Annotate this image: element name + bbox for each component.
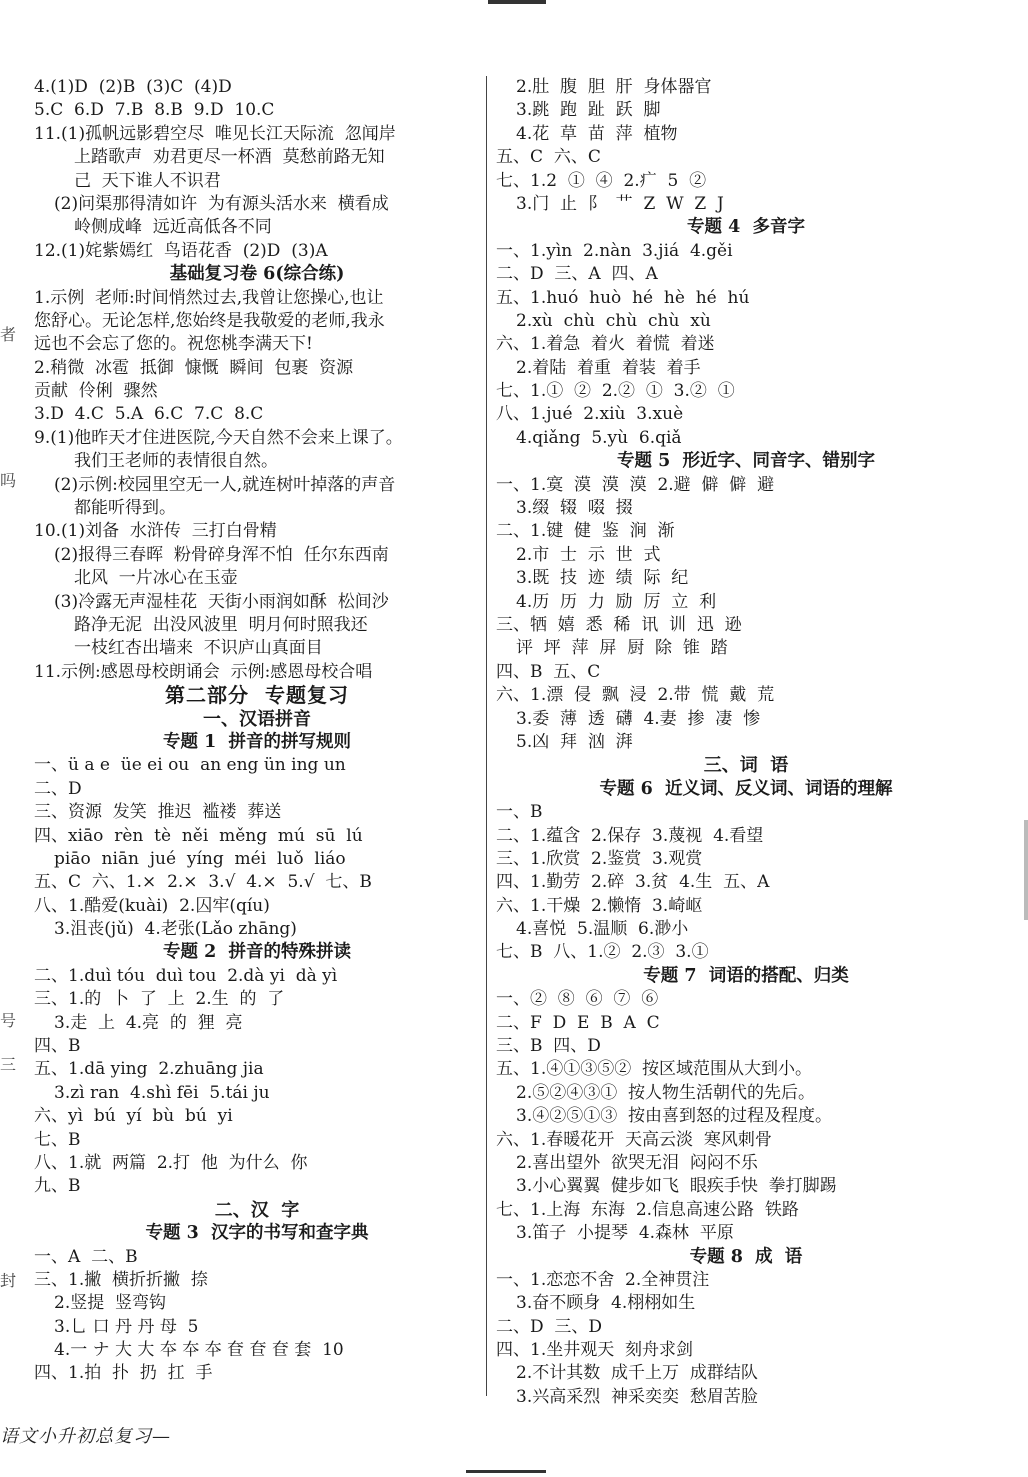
answer-line: 3.奋不顾身 4.栩栩如生 <box>516 1293 696 1314</box>
answer-line: 二、D 三、A 四、A <box>496 264 658 285</box>
answer-line: 八、1.酷爱(kuài) 2.囚牢(qíu) <box>34 895 270 916</box>
answer-line: 2.竖提 竖弯钩 <box>54 1293 167 1314</box>
answer-line: 四、1.拍 扑 扔 扛 手 <box>34 1363 213 1384</box>
section-heading: 三、词 语 <box>703 755 789 777</box>
margin-char: 三 <box>0 1055 17 1074</box>
answer-line: 二、D <box>34 778 82 799</box>
answer-line: 上踏歌声 劝君更尽一杯酒 莫愁前路无知 <box>74 147 385 168</box>
column-divider <box>486 76 487 1396</box>
answer-line: 2.稍微 冰雹 抵御 慷慨 瞬间 包裹 资源 <box>34 357 354 378</box>
answer-line: 四、1.坐井观天 刻舟求剑 <box>496 1340 694 1361</box>
answer-line: 二、D 三、D <box>496 1316 603 1337</box>
answer-line: 七、B 八、1.② 2.③ 3.① <box>496 942 709 963</box>
answer-line: 五、1.dā ying 2.zhuāng jia <box>34 1059 264 1080</box>
section-heading: 专题 8 成 语 <box>689 1246 803 1267</box>
answer-line: 一、B <box>496 802 543 823</box>
answer-line: (2)报得三春晖 粉骨碎身浑不怕 任尔东西南 <box>54 544 389 565</box>
answer-line: 一、② ⑧ ⑥ ⑦ ⑥ <box>496 989 659 1010</box>
answer-line: 3.缀 辍 啜 掇 <box>516 498 633 519</box>
answer-line: 远也不会忘了您的。祝您桃李满天下! <box>34 334 313 355</box>
answer-line: 北风 一片冰心在玉壶 <box>74 568 238 589</box>
margin-char: 吗 <box>0 471 17 490</box>
answer-line: 2.不计其数 成千上万 成群结队 <box>516 1363 758 1384</box>
answer-line: 一枝红杏出墙来 不识庐山真面目 <box>74 638 323 659</box>
answer-line: 四、1.勤劳 2.碎 3.贫 4.生 五、A <box>496 872 770 893</box>
answer-line: 2.xù chù chù chù xù <box>516 310 711 331</box>
answer-line: 路净无泥 出没风波里 明月何时照我还 <box>74 614 368 635</box>
answer-line: 三、牺 嬉 悉 稀 讯 训 迅 逊 <box>496 614 742 635</box>
answer-line: 五、1.④①③⑤② 按区域范围从大到小。 <box>496 1059 813 1080</box>
answer-line: 12.(1)姹紫嫣红 鸟语花香 (2)D (3)A <box>34 240 328 261</box>
answer-line: piāo niān jué yíng méi luǒ liáo <box>54 848 346 869</box>
answer-line: 2.喜出望外 欲哭无泪 闷闷不乐 <box>516 1152 758 1173</box>
answer-line: 一、1.yìn 2.nàn 3.jiá 4.gěi <box>496 240 733 261</box>
answer-line: 评 坪 萍 屏 厨 除 锥 踏 <box>516 638 728 659</box>
section-heading: 专题 5 形近字、同音字、错别字 <box>617 451 875 472</box>
answer-line: 都能听得到。 <box>74 498 176 519</box>
answer-line: 七、1.① ② 2.② ① 3.② ① <box>496 381 735 402</box>
answer-line: 4.历 历 力 励 厉 立 利 <box>516 591 717 612</box>
answer-line: 我们王老师的表情很自然。 <box>74 451 278 472</box>
answer-line: 您舒心。无论怎样,您始终是我敬爱的老师,我永 <box>34 310 385 331</box>
answer-line: 3.zì ran 4.shì fēi 5.tái ju <box>54 1082 270 1103</box>
answer-line: 一、A 二、B <box>34 1246 138 1267</box>
answer-line: 七、1.上海 东海 2.信息高速公路 铁路 <box>496 1199 799 1220</box>
answer-line: 3.小心翼翼 健步如飞 眼疾手快 拳打脚踢 <box>516 1176 837 1197</box>
section-heading: 专题 4 多音字 <box>687 217 805 238</box>
answer-line: 七、1.2 ① ④ 2.疒 5 ② <box>496 170 707 191</box>
answer-line: 四、B <box>34 1036 81 1057</box>
answer-line: 3.D 4.C 5.A 6.C 7.C 8.C <box>34 404 264 425</box>
answer-line: 11.示例:感恩母校朗诵会 示例:感恩母校合唱 <box>34 661 373 682</box>
answer-line: 二、1.蕴含 2.保存 3.蔑视 4.看望 <box>496 825 764 846</box>
answer-line: 一、1.寞 漠 漠 漠 2.避 僻 僻 避 <box>496 474 775 495</box>
answer-line: (2)问渠那得清如许 为有源头活水来 横看成 <box>54 193 389 214</box>
answer-line: 4.花 草 苗 萍 植物 <box>516 123 678 144</box>
answer-line: 一、1.恋恋不舍 2.全神贯注 <box>496 1269 710 1290</box>
answer-line: 2.⑤②④③① 按人物生活朝代的先后。 <box>516 1082 816 1103</box>
answer-line: 五、1.huó huò hé hè hé hú <box>496 287 750 308</box>
answer-line: 三、资源 发笑 推迟 褴褛 葬送 <box>34 802 282 823</box>
answer-line: 二、1.duì tóu duì tou 2.dà yi dà yì <box>34 965 338 986</box>
answer-line: 七、B <box>34 1129 81 1150</box>
answer-line: 八、1.jué 2.xiù 3.xuè <box>496 404 684 425</box>
answer-line: 3.兴高采烈 神采奕奕 愁眉苦脸 <box>516 1386 758 1407</box>
answer-line: 一、ü a e üe ei ou an eng ün ing un <box>34 755 346 776</box>
section-heading: 专题 1 拼音的拼写规则 <box>163 731 351 752</box>
answer-line: 3.走 上 4.亮 的 狸 亮 <box>54 1012 243 1033</box>
answer-line: 5.凶 拜 汹 湃 <box>516 731 633 752</box>
answer-line: 2.市 士 示 世 式 <box>516 544 661 565</box>
answer-line: 五、C 六、1.× 2.× 3.√ 4.× 5.√ 七、B <box>34 872 372 893</box>
answer-line: 4.一 ナ 大 大 夲 夲 夲 奆 奆 奆 套 10 <box>54 1340 344 1361</box>
answer-line: (2)示例:校园里空无一人,就连树叶掉落的声音 <box>54 474 396 495</box>
answer-line: 4.(1)D (2)B (3)C (4)D <box>34 77 232 97</box>
answer-line: 5.C 6.D 7.B 8.B 9.D 10.C <box>34 100 275 121</box>
answer-line: 2.肚 腹 胆 肝 身体器官 <box>516 77 712 97</box>
answer-line: (3)冷露无声湿桂花 天街小雨润如酥 松间沙 <box>54 591 389 612</box>
answer-line: 1.示例 老师:时间悄然过去,我曾让您操心,也让 <box>34 287 384 308</box>
answer-line: 3.笛子 小提琴 4.森林 平原 <box>516 1223 734 1244</box>
answer-line: 岭侧成峰 远近高低各不同 <box>74 217 272 238</box>
answer-column-right <box>496 76 996 1409</box>
answer-line: 六、1.着急 着火 着慌 着迷 <box>496 334 715 355</box>
answer-line: 己 天下谁人不识君 <box>74 170 221 191</box>
answer-line: 9.(1)他昨天才住进医院,今天自然不会来上课了。 <box>34 427 403 448</box>
answer-line: 三、1.欣赏 2.鉴赏 3.观赏 <box>496 848 703 869</box>
answer-line: 3.既 技 迹 绩 际 纪 <box>516 568 689 589</box>
margin-char: 封 <box>0 1271 17 1290</box>
bottom-crop-mark <box>466 1470 546 1476</box>
answer-line: 二、F D E B A C <box>496 1012 660 1033</box>
section-heading: 专题 3 汉字的书写和查字典 <box>145 1223 369 1244</box>
answer-line: 三、1.撇 横折折撇 捺 <box>34 1269 208 1290</box>
answer-line: 4.qiǎng 5.yù 6.qiǎ <box>516 427 682 448</box>
answer-line: 四、xiāo rèn tè něi měng mú sū lú <box>34 825 363 846</box>
answer-line: 三、B 四、D <box>496 1036 601 1057</box>
section-heading: 基础复习卷 6(综合练) <box>169 264 345 285</box>
margin-char: 号 <box>0 1011 17 1030</box>
answer-line: 九、B <box>34 1176 81 1197</box>
section-heading: 第二部分 专题复习 <box>165 684 349 708</box>
page-edge-shadow <box>1024 820 1028 920</box>
answer-line: 3.委 薄 透 礴 4.妻 掺 凄 惨 <box>516 708 761 729</box>
section-heading: 专题 2 拼音的特殊拼读 <box>163 942 351 963</box>
answer-line: 六、1.干燥 2.懒惰 3.崎岖 <box>496 895 703 916</box>
answer-line: 六、1.漂 侵 飘 浸 2.带 慌 戴 荒 <box>496 685 775 706</box>
margin-char: 者 <box>0 325 17 344</box>
answer-line: 3.④②⑤①③ 按由喜到怒的过程及程度。 <box>516 1106 833 1127</box>
answer-line: 贡献 伶俐 骤然 <box>34 381 158 402</box>
answer-line: 二、1.键 健 鉴 涧 渐 <box>496 521 675 542</box>
section-heading: 专题 7 词语的搭配、归类 <box>643 965 849 986</box>
answer-line: 11.(1)孤帆远影碧空尽 唯见长江天际流 忽闻岸 <box>34 123 396 144</box>
section-heading: 一、汉语拼音 <box>203 708 311 730</box>
page-footer: 语文小升初总复习— <box>0 1426 171 1447</box>
section-heading: 专题 6 近义词、反义词、词语的理解 <box>599 778 893 799</box>
answer-line: 五、C 六、C <box>496 147 601 168</box>
answer-line: 4.喜悦 5.温顺 6.渺小 <box>516 919 689 940</box>
answer-line: 3.跳 跑 趾 跃 脚 <box>516 100 661 121</box>
answer-line: 六、yì bú yí bù bú yi <box>34 1106 233 1127</box>
answer-line: 3.沮丧(jǔ) 4.老张(Lǎo zhāng) <box>54 919 297 940</box>
top-crop-mark <box>488 0 546 4</box>
answer-line: 3.门 止 阝 艹 Z W Z J <box>516 193 724 214</box>
answer-line: 10.(1)刘备 水浒传 三打白骨精 <box>34 521 277 542</box>
answer-line: 四、B 五、C <box>496 661 601 682</box>
section-heading: 二、汉 字 <box>214 1199 300 1221</box>
answer-column-left <box>34 76 480 1386</box>
answer-line: 3.乚 口 丹 丹 母 5 <box>54 1316 199 1337</box>
answer-line: 三、1.的 卜 了 上 2.生 的 了 <box>34 989 285 1010</box>
answer-line: 八、1.就 两篇 2.打 他 为什么 你 <box>34 1152 308 1173</box>
answer-line: 六、1.春暖花开 天高云淡 寒风刺骨 <box>496 1129 772 1150</box>
answer-line: 2.着陆 着重 着装 着手 <box>516 357 701 378</box>
